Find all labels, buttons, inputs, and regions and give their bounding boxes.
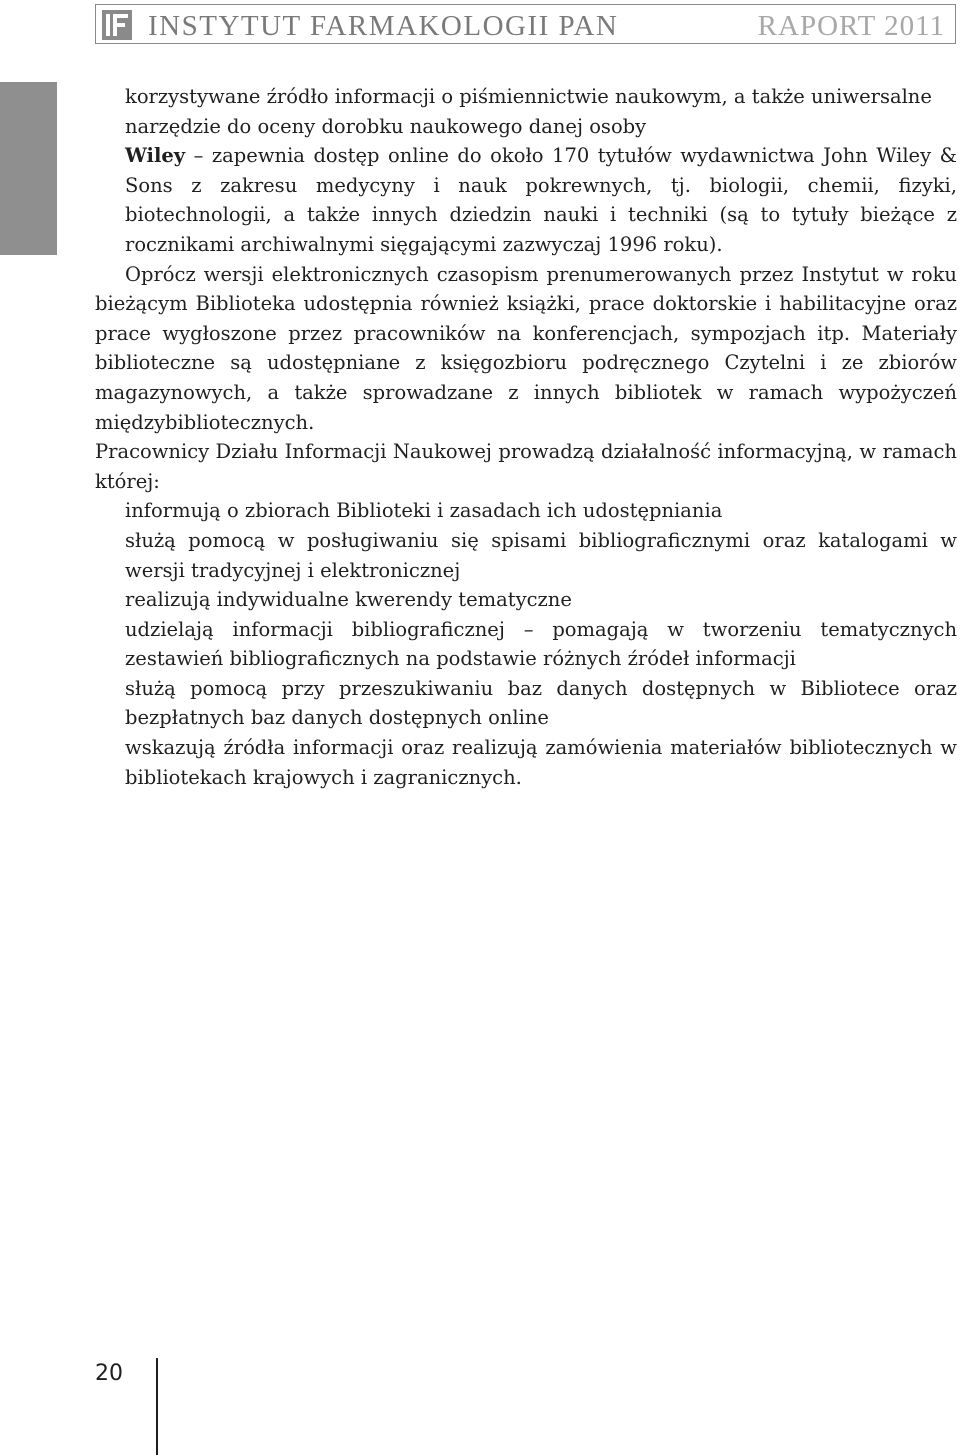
page-header [95,4,956,44]
side-tab-marker [0,82,57,255]
paragraph: Pracownicy Działu Informacji Naukowej prowadzą działalność informacyjną, w ramach której: [95,440,957,493]
wiley-description: – zapewnia dostęp online do około 170 tytułów wydawnictwa John Wiley & Sons z zakresu medycyny i nauk pokrewnych, tj. biologii, chemii, fizyki, biotechnologii, a także innych dziedzin nauki i techniki (są to tytuły bieżące z rocznikami archiwalnymi sięgającymi zazwyczaj 1996 roku). [125,144,957,256]
if-logo-icon [102,10,132,40]
list-item: służą pomocą przy przeszukiwaniu baz danych dostępnych w Bibliotece oraz bezpłatnych baz danych dostępnych online [125,676,957,730]
paragraph: Oprócz wersji elektronicznych czasopism prenumerowanych przez Instytut w roku bieżącym Biblioteka udostępnia również książki, prace doktorskie i habilitacyjne oraz prace wygłoszone przez pracowników na konferencjach, sympozjach itp. Materiały biblioteczne są udostępniane z księgozbioru podręcznego Czytelni i ze zbiorów magazynowych, a także sprowadzane z innych bibliotek w ramach wypożyczeń międzybibliotecznych. [95,262,957,434]
wiley-heading: Wiley [125,144,186,168]
page-number: 20 [95,1361,123,1386]
header-title: INSTYTUT FARMAKOLOGII PAN [148,10,619,42]
continued-item [95,82,957,260]
list-item: służą pomocą w posługiwaniu się spisami bibliograficznymi oraz katalogami w wersji tradycyjnej i elektronicznej [125,528,957,582]
header-report-label: RAPORT 2011 [757,10,945,42]
list-item: realizują indywidualne kwerendy tematyczne [125,588,572,612]
page-body [95,82,957,792]
list-item: wskazują źródła informacji oraz realizują zamówienia materiałów bibliotecznych w bibliotekach krajowych i zagranicznych. [125,736,957,789]
list-item: informują o zbiorach Biblioteki i zasadach ich udostępniania [125,499,723,523]
paragraph-line: korzystywane źródło informacji o piśmiennictwie naukowym, a także uniwersalne [125,85,932,108]
wiley-paragraph [125,141,957,259]
list-item: udzielają informacji bibliograficznej – pomagają w tworzeniu tematycznych zestawień bibliograficznych na podstawie różnych źródeł informacji [125,617,957,671]
paragraph-line: narzędzie do oceny dorobku naukowego danej osoby [125,114,647,138]
page-number-rule [156,1358,158,1455]
